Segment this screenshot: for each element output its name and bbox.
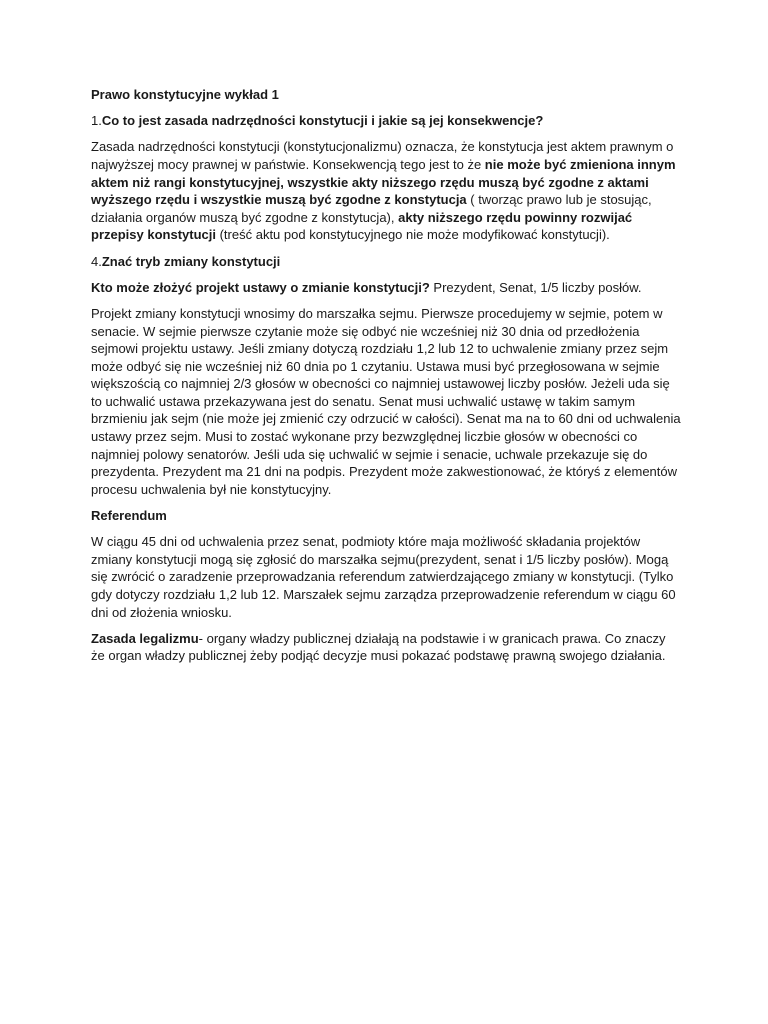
paragraph-supremacy	[91, 138, 681, 244]
paragraph-legalism-text: - organy władzy publicznej działają na podstawie i w granicach prawa. Co znaczy że organ władzy publicznej żeby podjąć decyzje musi pokazać podstawę prawną swojego działania.	[91, 630, 666, 664]
paragraph-legalism-bold: Zasada legalizmu	[91, 630, 199, 646]
referendum-heading-text: Referendum	[91, 508, 167, 524]
section-4-number: 4.	[91, 253, 102, 269]
question-1-text: Co to jest zasada nadrzędności konstytucji i jakie są jej konsekwencje?	[101, 113, 544, 129]
question-2-answer: Prezydent, Senat, 1/5 liczby posłów.	[429, 279, 642, 295]
paragraph-supremacy-bold-2: akty niższego rzędu powinny rozwijać przepisy konstytucji	[91, 209, 633, 243]
question-2-bold: Kto może złożyć projekt ustawy o zmianie konstytucji?	[91, 279, 430, 295]
paragraph-supremacy-bold-1: nie może być zmieniona innym aktem niż rangi konstytucyjnej, wszystkie akty niższego rzędu muszą być zgodne z aktami wyższego rzędu i wszystkie muszą być zgodne z konstytucja	[91, 156, 676, 208]
paragraph-legalism	[91, 630, 681, 665]
paragraph-supremacy-text-3: (treść aktu pod konstytucyjnego nie może modyfikować konstytucji).	[215, 227, 610, 243]
paragraph-supremacy-text-1: Zasada nadrzędności konstytucji (konstytucjonalizmu) oznacza, że konstytucja jest aktem prawnym o najwyższej mocy prawnej w państwie. Konsekwencją tego jest to że	[91, 139, 674, 172]
document-content	[91, 86, 681, 674]
referendum-heading	[91, 507, 681, 525]
paragraph-supremacy-text-2: ( tworząc prawo lub je stosując, działania organów muszą być zgodne z konstytucja),	[91, 192, 652, 225]
question-1-heading	[91, 112, 681, 130]
paragraph-amendment-procedure: Projekt zmiany konstytucji wnosimy do marszałka sejmu. Pierwsze procedujemy w sejmie, potem w senacie. W sejmie pierwsze czytanie może się odbyć nie wcześniej niż 30 dnia od przedłożenia sejmowi projektu ustawy. Jeśli zmiany dotyczą rozdziału 1,2 lub 12 to uchwalenie zmiany przez sejm może odbyć się nie wcześniej niż 60 dnia po 1 czytaniu. Ustawa musi być przegłosowana w sejmie większością co najmniej 2/3 głosów w obecności co najmniej ustawowej liczby posłów. Jeżeli uda się to uchwalić ustawa przekazywana jest do senatu. Senat musi uchwalić ustawę w takim samym brzmieniu jak sejm (nie może jej zmienić czy odrzucić w całości). Senat ma na to 60 dni od uchwalenia ustawy przez sejm. Musi to zostać wykonane przy bezwzględnej liczbie głosów w obecności co najmniej polowy senatorów. Jeśli uda się uchwalić w sejmie i senacie, uchwale przekazuje się do prezydenta. Prezydent ma 21 dni na podpis. Prezydent może zakwestionować, że któryś z elementów procesu uchwalenia był nie konstytucyjny.	[91, 305, 681, 497]
document-title-text: Prawo konstytucyjne wykład 1	[91, 87, 279, 102]
section-4-heading	[91, 253, 681, 271]
paragraph-referendum: W ciągu 45 dni od uchwalenia przez senat, podmioty które maja możliwość składania projektów zmiany konstytucji mogą się zgłosić do marszałka sejmu(prezydent, senat i 1/5 liczby posłów). Mogą się zwrócić o zaradzenie przeprowadzania referendum zatwierdzającego zmiany w konstytucji. (Tylko gdy dotyczy rozdziału 1,2 lub 12. Marszałek sejmu zarządza przeprowadzenie referendum w ciągu 60 dni od złożenia wniosku.	[91, 534, 676, 620]
question-1-number: 1.	[91, 113, 102, 129]
document-title	[91, 86, 681, 104]
section-4-text: Znać tryb zmiany konstytucji	[101, 253, 281, 269]
question-2-paragraph	[91, 279, 681, 297]
